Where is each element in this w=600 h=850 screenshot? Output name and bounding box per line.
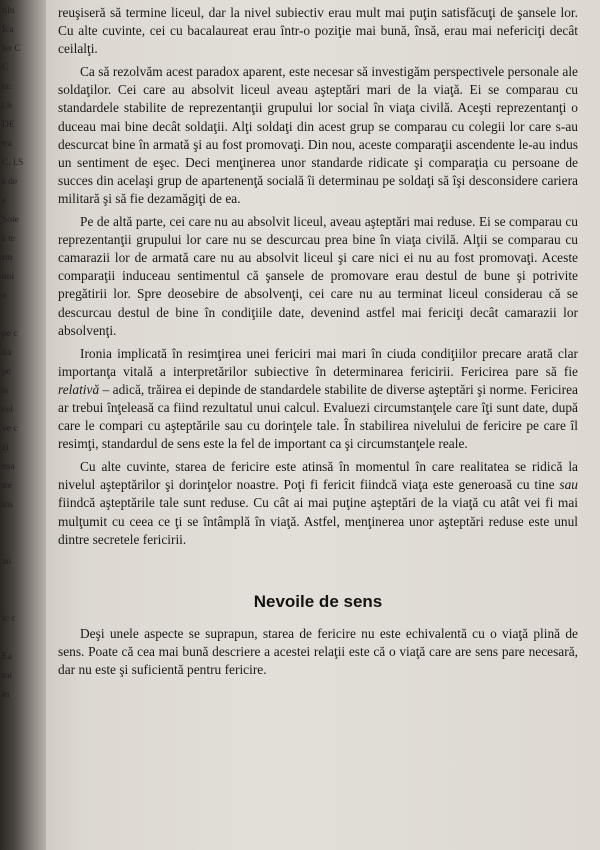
adjacent-page-fragment: an [2, 557, 11, 567]
adjacent-page-fragment: Ea [2, 652, 13, 662]
adjacent-page-fragment: tiln [2, 6, 15, 16]
adjacent-page-fragment: Ica [2, 25, 14, 35]
adjacent-page-fragment: ve c [2, 424, 18, 434]
paragraph-text: Ironia implicată în resimţirea unei fericiri mai mari în ciuda condiţiilor precare arată clar importanţa vitală a interpretărilor subiective în determinarea fericirii. Fericirea pare să fie [58, 345, 578, 379]
adjacent-page-fragment: rm [2, 253, 13, 263]
italic-word: relativă [58, 381, 100, 397]
italic-word: sau [559, 477, 578, 493]
adjacent-page-fragment: ita [2, 348, 12, 358]
adjacent-page-fragment: in [2, 690, 10, 700]
adjacent-page-fragment: C. l.S [2, 158, 24, 168]
paragraph-text: fiindcă aşteptările tale sunt reduse. Cu cât ai mai puţine aşteptări de la viaţă cu atât vei fi mai mulţumit cu ceea ce ţi se întâmplă în viaţă. Astfel, menţinerea unor aşteptări reduse este unul dintre secretele fericirii. [58, 495, 578, 547]
adjacent-page-fragment: pe [2, 367, 11, 377]
book-page [46, 0, 600, 850]
paragraph [58, 345, 578, 454]
adjacent-page-fragment: pe c [2, 329, 18, 339]
adjacent-page-fragment: ini [2, 671, 13, 681]
adjacent-page-fragment: tra [2, 139, 13, 149]
adjacent-page-fragment: tre [2, 481, 13, 491]
adjacent-page-fragment: t.b [2, 101, 12, 111]
adjacent-page-fragment: ta: [2, 82, 12, 92]
adjacent-page-fragment: uni [2, 272, 15, 282]
paragraph: Deşi unele aspecte se suprapun, starea de fericire nu este echivalentă cu o viaţă plină de sens. Poate că cea mai bună descriere a acestei relaţii este că o viaţă care are sens pare necesară, dar nu este şi suficientă pentru fericire. [58, 625, 578, 677]
adjacent-page-fragment: ins [2, 500, 14, 510]
adjacent-page-fragment: nsa [2, 462, 15, 472]
adjacent-page-fragment: Sole [2, 215, 19, 225]
paragraph [58, 458, 578, 548]
adjacent-page-fragment: DE [2, 120, 15, 130]
section-heading: Nevoile de sens [253, 591, 383, 611]
adjacent-page-fragment: s de [2, 177, 18, 187]
paragraph-continued: reuşiseră să termine liceul, dar la nivel subiectiv erau mult mai puţin satisfăcuţi de şansele lor. Cu alte cuvinte, cei cu bacalaureat erau într-o poziţie mai bună, însă, erau mai nefericiţi decât ceilalţi. [58, 5, 578, 57]
paragraph: Ca să rezolvăm acest paradox aparent, este necesar să investigăm perspectivele personale ale soldaţilor. Cei care au absolvit liceul aveau aşteptări mari de la viaţă. Ei se comparau cu standardele stabilite de reprezentanţii grupului lor social în viaţa civilă. Aceşti reprezentanţi o duceau mai bine decât soldaţii. Alţi soldaţi din acest grup se comparau cu colegii lor care s-au descurcat bine în armată şi au fost promovaţi. Din nou, aceste comparaţii ascendente le-au indus un sentiment de eşec. Deci menţinerea unor standarde ridicate şi comparaţia cu persoane de succes din acelaşi grup de apartenenţă socială îi determinau pe soldaţi să îşi desconsidere cariera militară şi să fie dezamăgiţi de ea. [58, 64, 578, 206]
adjacent-page-fragment: ic c [2, 614, 16, 624]
page-text [58, 4, 578, 684]
adjacent-page-fragment: ler C [2, 44, 21, 54]
adjacent-page-fragment: e [2, 196, 7, 206]
paragraph: Pe de altă parte, cei care nu au absolvit liceul, aveau aşteptări mai reduse. Ei se comparau cu reprezentanţii grupului lor care nu se descurcau prea bine în viaţa civilă. Alţii se comparau cu camarazii lor de armată care nu au absolvit liceul şi care nici ei nu au fost promovaţi. Aceste comparaţii induceau sentimentul că şansele de promovare erau destul de bune şi potrivite pregătirii lor. Spre deosebire de absolvenţi, cei care nu au terminat liceul considerau că se descurcau destul de bine în condiţiile date, devenind astfel mai fericiţi decât camarazii lor absolvenţi. [58, 214, 578, 338]
adjacent-page-edge [0, 0, 46, 850]
adjacent-page-fragment: is [2, 386, 9, 396]
adjacent-page-fragment: C [2, 63, 9, 73]
adjacent-page-fragment: zi [2, 443, 9, 453]
paragraph-text: Cu alte cuvinte, starea de fericire este atinsă în momentul în care realitatea se ridică la nivelul aşteptărilor şi dorinţelor noastre. Poţi fi fericit fiindcă viaţa este generoasă cu tine [58, 459, 578, 493]
adjacent-page-fragment: cel [2, 405, 14, 415]
adjacent-page-fragment: s te [2, 234, 15, 244]
adjacent-page-fragment: a [2, 291, 7, 301]
paragraph-text: – adică, trăirea ei depinde de standardele stabilite de diverse aşteptări şi norme. Fericirea ar trebui înţeleasă ca fiind rezultatul unui calcul. Evaluezi circumstanţele care îţi sunt date, după care le compari cu aşteptările sau cu dorinţele tale. În stabilirea nivelului de fericire pe care îl resimţi, standardul de sens este la fel de important ca şi circumstanţele reale. [58, 381, 578, 452]
